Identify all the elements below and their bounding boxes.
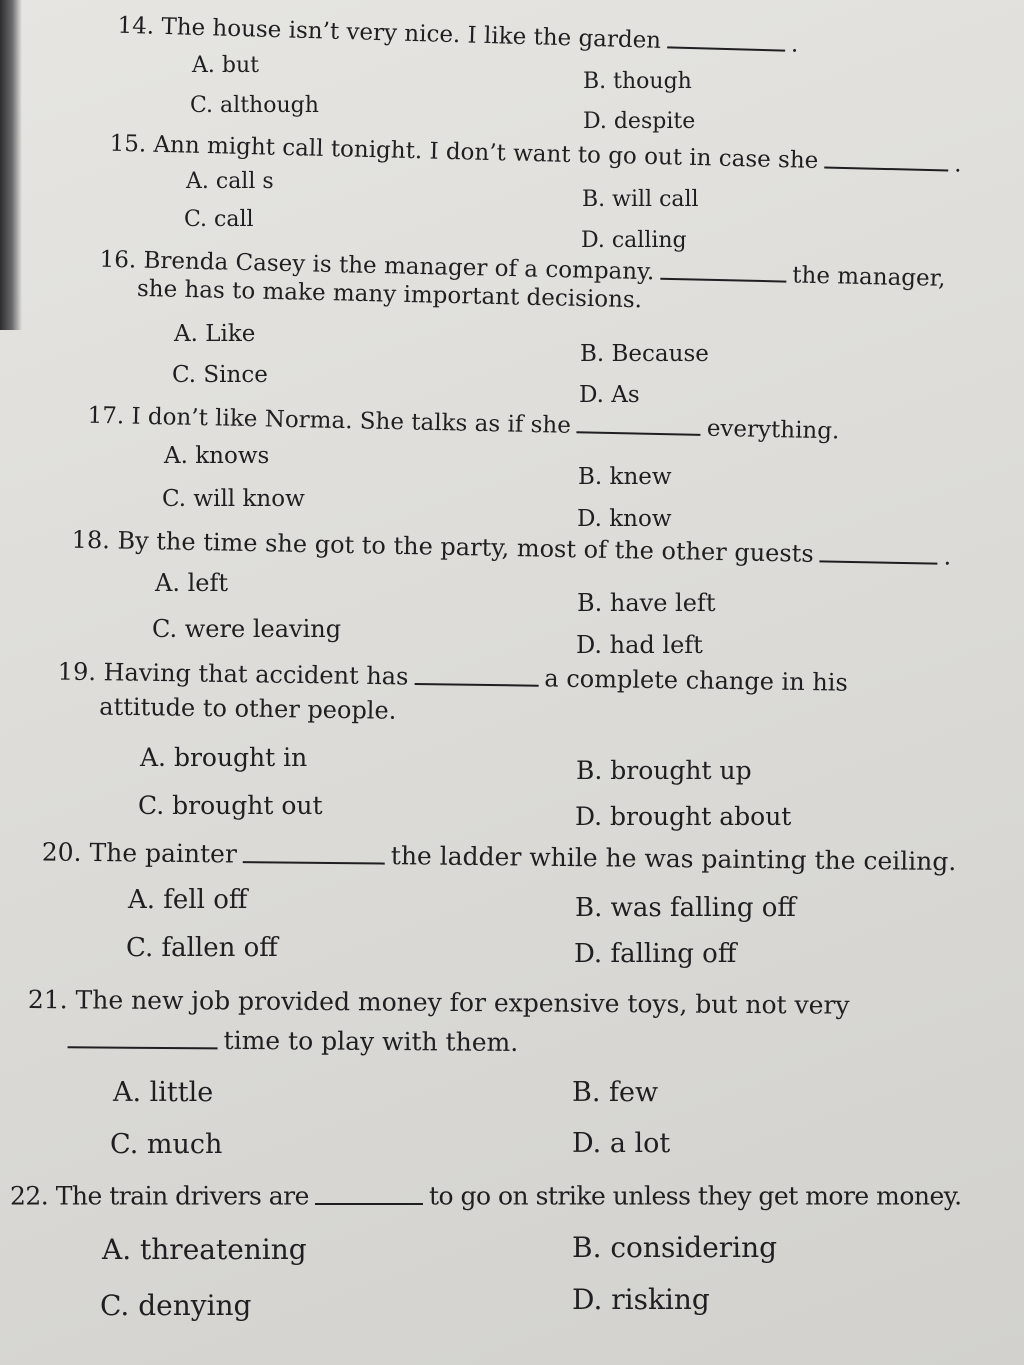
- question-stem-end: the ladder while he was painting the ceiling.: [390, 841, 957, 877]
- option-d[interactable]: D. had left: [576, 631, 703, 659]
- answer-blank[interactable]: [820, 538, 938, 564]
- question-stem: By the time she got to the party, most of the other guests: [117, 526, 814, 568]
- option-c[interactable]: C. fallen off: [126, 933, 278, 963]
- question-18: [71, 524, 951, 571]
- option-d[interactable]: D. calling: [581, 228, 687, 253]
- question-stem: The house isn’t very nice. I like the garden: [161, 13, 662, 54]
- question-stem-end: the manager,: [792, 262, 946, 292]
- question-stem-end: time to play with them.: [223, 1026, 519, 1058]
- option-a[interactable]: A. knows: [164, 443, 270, 469]
- question-22: [10, 1180, 962, 1212]
- option-d[interactable]: D. falling off: [574, 939, 737, 969]
- question-stem-end: .: [790, 31, 799, 58]
- option-a[interactable]: A. left: [155, 569, 228, 597]
- answer-blank[interactable]: [68, 1024, 218, 1050]
- question-stem: The painter: [89, 837, 238, 869]
- option-a[interactable]: A. call s: [186, 169, 274, 194]
- answer-blank[interactable]: [315, 1180, 423, 1205]
- answer-blank[interactable]: [667, 25, 786, 51]
- option-d[interactable]: D. brought about: [575, 802, 792, 831]
- question-stem-line2: she has to make many important decisions.: [136, 276, 643, 314]
- question-stem: Ann might call tonight. I don’t want to go out in case she: [153, 131, 819, 174]
- option-b[interactable]: B. will call: [582, 187, 699, 212]
- question-number: 16.: [99, 246, 137, 274]
- option-a[interactable]: A. little: [113, 1077, 214, 1108]
- question-number: 19.: [57, 657, 97, 687]
- option-a[interactable]: A. brought in: [140, 743, 308, 772]
- answer-blank[interactable]: [577, 410, 701, 435]
- option-c[interactable]: C. denying: [100, 1289, 252, 1322]
- option-d[interactable]: D. know: [577, 506, 672, 532]
- option-b[interactable]: B. have left: [577, 589, 716, 617]
- option-a[interactable]: A. but: [192, 53, 259, 78]
- option-b[interactable]: B. considering: [572, 1231, 778, 1264]
- question-stem-end: .: [953, 151, 962, 178]
- option-c[interactable]: C. Since: [172, 362, 268, 388]
- option-c[interactable]: C. although: [190, 93, 319, 118]
- answer-blank[interactable]: [414, 661, 538, 686]
- question-stem-line2: attitude to other people.: [99, 692, 397, 725]
- question-number: 17.: [87, 402, 125, 430]
- option-a[interactable]: A. fell off: [128, 885, 248, 915]
- question-17: [87, 400, 839, 446]
- question-stem: The train drivers are: [55, 1181, 309, 1211]
- option-a[interactable]: A. threatening: [102, 1233, 307, 1266]
- option-c[interactable]: C. call: [184, 207, 254, 232]
- question-19: [57, 656, 848, 732]
- question-stem: Having that accident has: [103, 658, 409, 691]
- option-c[interactable]: C. much: [110, 1129, 223, 1160]
- question-number: 21.: [27, 985, 68, 1015]
- option-c[interactable]: C. were leaving: [152, 615, 342, 643]
- question-number: 22.: [10, 1181, 49, 1211]
- binding-shadow: [0, 0, 22, 330]
- option-d[interactable]: D. risking: [572, 1283, 710, 1316]
- option-b[interactable]: B. Because: [580, 341, 709, 367]
- option-b[interactable]: B. brought up: [576, 756, 752, 785]
- question-stem-end: .: [943, 542, 952, 571]
- question-stem: The new job provided money for expensive toys, but not very: [75, 985, 850, 1020]
- question-stem: I don’t like Norma. She talks as if she: [131, 403, 572, 439]
- question-20: [42, 836, 957, 877]
- option-b[interactable]: B. though: [583, 69, 692, 94]
- option-b[interactable]: B. was falling off: [575, 893, 796, 923]
- answer-blank[interactable]: [660, 257, 786, 283]
- option-d[interactable]: D. As: [579, 382, 640, 408]
- question-number: 14.: [117, 12, 155, 40]
- question-number: 15.: [109, 130, 147, 158]
- question-stem-end: to go on strike unless they get more money.: [428, 1181, 962, 1211]
- answer-blank[interactable]: [824, 145, 949, 171]
- option-a[interactable]: A. Like: [174, 321, 256, 347]
- answer-blank[interactable]: [243, 838, 385, 864]
- question-21: [28, 984, 850, 1061]
- question-16: [99, 244, 946, 322]
- option-c[interactable]: C. will know: [162, 486, 305, 512]
- question-number: 20.: [41, 837, 82, 867]
- question-stem-end: a complete change in his: [544, 664, 848, 697]
- question-stem: Brenda Casey is the manager of a company.: [143, 247, 655, 286]
- option-b[interactable]: B. knew: [578, 464, 672, 490]
- option-d[interactable]: D. despite: [583, 109, 696, 134]
- option-c[interactable]: C. brought out: [138, 791, 323, 820]
- question-stem-end: everything.: [706, 415, 840, 445]
- option-d[interactable]: D. a lot: [572, 1128, 671, 1159]
- option-b[interactable]: B. few: [572, 1077, 659, 1108]
- question-number: 18.: [71, 525, 111, 555]
